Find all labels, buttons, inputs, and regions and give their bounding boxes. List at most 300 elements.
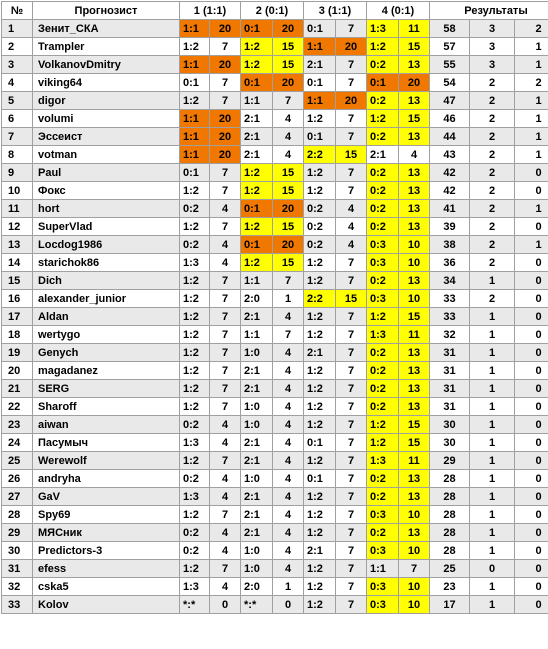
result-total: 17 [430,596,470,614]
result-bonus: 2 [515,74,548,92]
row-number: 18 [2,326,33,344]
table-row [2,542,548,560]
forecaster-name: Dich [33,272,180,290]
table-row [2,308,548,326]
forecaster-name: hort [33,200,180,218]
match-3-prediction: 1:1 [304,38,336,56]
result-total: 55 [430,56,470,74]
result-bonus: 0 [515,398,548,416]
table-row [2,506,548,524]
row-number: 32 [2,578,33,596]
result-total: 28 [430,470,470,488]
match-4-prediction: 1:2 [367,416,399,434]
forecaster-name: Genych [33,344,180,362]
match-2-points: 4 [273,146,304,164]
match-3-points: 7 [336,416,367,434]
match-4-prediction: 1:2 [367,434,399,452]
match-1-prediction: 0:1 [180,164,210,182]
match-2-prediction: *:* [241,596,273,614]
table-row [2,488,548,506]
forecaster-name: Пасумыч [33,434,180,452]
match-4-prediction: 0:2 [367,56,399,74]
match-3-points: 7 [336,380,367,398]
match-1-prediction: 1:2 [180,290,210,308]
match-4-prediction: 0:2 [367,218,399,236]
match-1-prediction: 0:2 [180,542,210,560]
result-bonus: 1 [515,56,548,74]
table-row [2,38,548,56]
match-1-points: 7 [210,506,241,524]
match-4-prediction: 1:3 [367,326,399,344]
match-3-prediction: 1:2 [304,308,336,326]
match-1-points: 7 [210,326,241,344]
match-3-prediction: 1:2 [304,380,336,398]
result-exact: 2 [470,200,515,218]
match-1-points: 7 [210,74,241,92]
match-4-prediction: 0:3 [367,254,399,272]
match-3-points: 7 [336,560,367,578]
result-exact: 1 [470,398,515,416]
match-3-points: 7 [336,524,367,542]
match-1-points: 4 [210,578,241,596]
match-3-points: 7 [336,434,367,452]
match-3-prediction: 1:2 [304,110,336,128]
result-exact: 1 [470,488,515,506]
match-2-points: 7 [273,272,304,290]
match-1-points: 4 [210,236,241,254]
match-1-prediction: 1:2 [180,182,210,200]
row-number: 23 [2,416,33,434]
result-total: 57 [430,38,470,56]
match-2-prediction: 0:1 [241,20,273,38]
match-4-points: 11 [399,20,430,38]
match-3-points: 7 [336,452,367,470]
match-2-points: 15 [273,182,304,200]
match-3-points: 7 [336,344,367,362]
result-exact: 3 [470,20,515,38]
row-number: 12 [2,218,33,236]
match-4-prediction: 0:2 [367,398,399,416]
match-3-points: 7 [336,362,367,380]
row-number: 7 [2,128,33,146]
match-2-prediction: 2:1 [241,488,273,506]
match-1-points: 7 [210,290,241,308]
table-row [2,362,548,380]
match-1-prediction: 1:2 [180,308,210,326]
table-row [2,56,548,74]
header-match-3: 3 (1:1) [304,2,367,20]
result-exact: 2 [470,146,515,164]
match-3-prediction: 1:2 [304,164,336,182]
result-total: 41 [430,200,470,218]
match-4-prediction: 0:3 [367,236,399,254]
match-2-prediction: 1:0 [241,344,273,362]
match-1-prediction: 0:2 [180,416,210,434]
match-3-points: 4 [336,218,367,236]
predictions-table [1,1,548,614]
match-1-prediction: 0:2 [180,470,210,488]
table-row [2,452,548,470]
match-4-points: 13 [399,56,430,74]
match-1-points: 20 [210,128,241,146]
forecaster-name: Sharoff [33,398,180,416]
match-2-prediction: 2:1 [241,308,273,326]
result-exact: 1 [470,308,515,326]
match-4-prediction: 1:2 [367,308,399,326]
match-4-points: 10 [399,290,430,308]
match-1-points: 4 [210,488,241,506]
match-2-points: 1 [273,578,304,596]
match-1-points: 7 [210,398,241,416]
result-total: 46 [430,110,470,128]
table-row [2,218,548,236]
result-bonus: 0 [515,272,548,290]
match-2-points: 4 [273,398,304,416]
result-bonus: 1 [515,110,548,128]
match-3-prediction: 0:1 [304,74,336,92]
result-exact: 1 [470,542,515,560]
table-row [2,146,548,164]
match-1-prediction: 1:2 [180,38,210,56]
row-number: 1 [2,20,33,38]
match-4-points: 13 [399,362,430,380]
result-total: 39 [430,218,470,236]
forecaster-name: VolkanovDmitry [33,56,180,74]
match-3-points: 7 [336,254,367,272]
match-4-prediction: 0:2 [367,92,399,110]
forecaster-name: alexander_junior [33,290,180,308]
match-3-prediction: 1:2 [304,182,336,200]
row-number: 25 [2,452,33,470]
match-4-points: 10 [399,236,430,254]
match-4-points: 13 [399,488,430,506]
match-3-points: 7 [336,596,367,614]
match-1-points: 7 [210,362,241,380]
match-2-prediction: 2:1 [241,380,273,398]
match-1-prediction: 1:1 [180,20,210,38]
result-total: 31 [430,398,470,416]
forecaster-name: andryha [33,470,180,488]
match-1-prediction: 0:2 [180,200,210,218]
result-exact: 1 [470,380,515,398]
match-3-points: 15 [336,146,367,164]
table-row [2,344,548,362]
result-total: 29 [430,452,470,470]
match-1-prediction: 1:3 [180,254,210,272]
match-4-points: 13 [399,92,430,110]
match-4-points: 4 [399,146,430,164]
row-number: 24 [2,434,33,452]
match-3-prediction: 1:2 [304,398,336,416]
row-number: 33 [2,596,33,614]
match-4-prediction: 0:3 [367,578,399,596]
match-2-prediction: 2:1 [241,146,273,164]
result-bonus: 1 [515,200,548,218]
match-2-prediction: 2:1 [241,128,273,146]
result-bonus: 0 [515,578,548,596]
forecaster-name: Predictors-3 [33,542,180,560]
row-number: 11 [2,200,33,218]
match-3-points: 7 [336,326,367,344]
match-1-points: 4 [210,542,241,560]
match-3-points: 7 [336,128,367,146]
match-4-points: 20 [399,74,430,92]
result-exact: 1 [470,524,515,542]
match-4-prediction: 0:3 [367,290,399,308]
match-3-prediction: 0:1 [304,434,336,452]
match-4-prediction: 0:3 [367,596,399,614]
match-2-points: 4 [273,110,304,128]
match-4-prediction: 0:2 [367,470,399,488]
result-exact: 1 [470,578,515,596]
match-1-prediction: 1:3 [180,578,210,596]
forecaster-name: digor [33,92,180,110]
match-4-points: 11 [399,452,430,470]
forecaster-name: Фокс [33,182,180,200]
result-exact: 2 [470,236,515,254]
result-exact: 2 [470,110,515,128]
match-3-prediction: 1:2 [304,254,336,272]
match-1-points: 7 [210,164,241,182]
row-number: 17 [2,308,33,326]
match-4-prediction: 0:2 [367,272,399,290]
match-3-prediction: 0:1 [304,128,336,146]
match-3-prediction: 1:2 [304,488,336,506]
table-row [2,560,548,578]
match-3-points: 4 [336,200,367,218]
result-bonus: 0 [515,164,548,182]
match-4-points: 10 [399,254,430,272]
row-number: 20 [2,362,33,380]
match-2-points: 4 [273,416,304,434]
forecaster-name: wertygo [33,326,180,344]
match-4-points: 13 [399,128,430,146]
match-2-prediction: 1:2 [241,182,273,200]
match-3-prediction: 1:1 [304,92,336,110]
row-number: 30 [2,542,33,560]
match-2-prediction: 0:1 [241,74,273,92]
forecaster-name: Trampler [33,38,180,56]
match-2-prediction: 2:0 [241,578,273,596]
forecaster-name: cska5 [33,578,180,596]
match-1-prediction: *:* [180,596,210,614]
table-row [2,164,548,182]
result-total: 23 [430,578,470,596]
table-row [2,578,548,596]
result-total: 43 [430,146,470,164]
table-row [2,380,548,398]
table-row [2,74,548,92]
match-2-points: 7 [273,326,304,344]
match-4-prediction: 0:2 [367,524,399,542]
match-1-points: 4 [210,470,241,488]
match-4-prediction: 0:3 [367,542,399,560]
match-2-prediction: 1:2 [241,56,273,74]
match-1-prediction: 1:2 [180,362,210,380]
row-number: 29 [2,524,33,542]
match-4-points: 13 [399,272,430,290]
match-3-prediction: 1:2 [304,272,336,290]
match-3-points: 7 [336,506,367,524]
match-1-points: 7 [210,92,241,110]
match-1-prediction: 1:3 [180,434,210,452]
match-3-prediction: 0:1 [304,470,336,488]
match-2-points: 4 [273,488,304,506]
match-2-points: 4 [273,542,304,560]
row-number: 26 [2,470,33,488]
match-3-prediction: 1:2 [304,362,336,380]
match-1-prediction: 1:2 [180,380,210,398]
match-4-prediction: 1:3 [367,20,399,38]
match-4-points: 10 [399,596,430,614]
result-exact: 2 [470,182,515,200]
match-3-points: 7 [336,110,367,128]
match-4-prediction: 0:2 [367,164,399,182]
match-2-prediction: 0:1 [241,236,273,254]
result-exact: 2 [470,92,515,110]
match-3-points: 7 [336,182,367,200]
forecaster-name: starichok86 [33,254,180,272]
match-1-prediction: 0:2 [180,236,210,254]
match-4-points: 15 [399,38,430,56]
match-4-points: 10 [399,542,430,560]
match-4-prediction: 0:2 [367,380,399,398]
match-2-points: 4 [273,506,304,524]
match-4-prediction: 0:2 [367,488,399,506]
match-3-prediction: 0:2 [304,200,336,218]
header-row [2,2,548,20]
table-row [2,110,548,128]
match-4-points: 13 [399,398,430,416]
match-4-prediction: 0:2 [367,182,399,200]
match-4-prediction: 1:3 [367,452,399,470]
forecaster-name: votman [33,146,180,164]
match-3-prediction: 1:2 [304,524,336,542]
match-2-prediction: 2:1 [241,452,273,470]
match-2-prediction: 1:0 [241,416,273,434]
match-4-points: 13 [399,344,430,362]
forecaster-name: efess [33,560,180,578]
match-1-points: 4 [210,254,241,272]
match-2-prediction: 1:2 [241,254,273,272]
match-1-points: 7 [210,272,241,290]
match-4-points: 13 [399,470,430,488]
match-1-points: 20 [210,146,241,164]
match-4-points: 13 [399,182,430,200]
table-row [2,128,548,146]
table-row [2,182,548,200]
match-1-prediction: 1:2 [180,452,210,470]
match-1-prediction: 1:1 [180,56,210,74]
result-bonus: 0 [515,380,548,398]
result-bonus: 0 [515,344,548,362]
match-2-points: 15 [273,164,304,182]
result-bonus: 0 [515,416,548,434]
match-3-points: 7 [336,578,367,596]
result-bonus: 0 [515,506,548,524]
table-row [2,92,548,110]
table-row [2,470,548,488]
match-1-prediction: 1:2 [180,506,210,524]
forecaster-name: Зенит_СКА [33,20,180,38]
forecaster-name: magadanez [33,362,180,380]
match-3-points: 20 [336,38,367,56]
row-number: 10 [2,182,33,200]
match-4-points: 11 [399,326,430,344]
match-2-prediction: 1:2 [241,164,273,182]
match-4-points: 13 [399,380,430,398]
result-exact: 1 [470,434,515,452]
match-1-prediction: 1:3 [180,488,210,506]
match-3-prediction: 1:2 [304,506,336,524]
match-2-points: 15 [273,56,304,74]
row-number: 31 [2,560,33,578]
header-match-4: 4 (0:1) [367,2,430,20]
match-1-points: 4 [210,524,241,542]
match-3-points: 7 [336,488,367,506]
match-1-points: 7 [210,38,241,56]
match-1-points: 7 [210,308,241,326]
result-total: 36 [430,254,470,272]
forecaster-name: Locdog1986 [33,236,180,254]
match-3-points: 7 [336,398,367,416]
forecaster-name: Aldan [33,308,180,326]
table-row [2,326,548,344]
result-total: 42 [430,182,470,200]
match-2-prediction: 1:2 [241,38,273,56]
row-number: 13 [2,236,33,254]
forecaster-name: Эссеист [33,128,180,146]
result-exact: 3 [470,38,515,56]
match-3-prediction: 2:1 [304,542,336,560]
result-total: 31 [430,362,470,380]
row-number: 5 [2,92,33,110]
forecaster-name: aiwan [33,416,180,434]
match-3-points: 4 [336,236,367,254]
result-bonus: 1 [515,128,548,146]
match-2-points: 4 [273,470,304,488]
match-2-prediction: 1:0 [241,398,273,416]
match-1-prediction: 1:1 [180,146,210,164]
match-1-points: 7 [210,452,241,470]
row-number: 2 [2,38,33,56]
match-2-prediction: 2:1 [241,506,273,524]
match-1-prediction: 1:2 [180,398,210,416]
match-4-prediction: 1:2 [367,110,399,128]
row-number: 16 [2,290,33,308]
result-total: 28 [430,542,470,560]
row-number: 19 [2,344,33,362]
match-2-prediction: 1:1 [241,272,273,290]
match-2-prediction: 2:0 [241,290,273,308]
header-results: Результаты [430,2,548,20]
match-3-points: 7 [336,74,367,92]
result-exact: 1 [470,344,515,362]
table-row [2,416,548,434]
result-total: 47 [430,92,470,110]
match-3-prediction: 1:2 [304,596,336,614]
result-bonus: 1 [515,92,548,110]
table-row [2,398,548,416]
result-exact: 1 [470,326,515,344]
match-2-points: 15 [273,38,304,56]
match-2-points: 20 [273,236,304,254]
match-4-points: 13 [399,524,430,542]
result-bonus: 0 [515,434,548,452]
forecaster-name: Paul [33,164,180,182]
match-4-prediction: 0:2 [367,344,399,362]
match-3-prediction: 2:1 [304,56,336,74]
